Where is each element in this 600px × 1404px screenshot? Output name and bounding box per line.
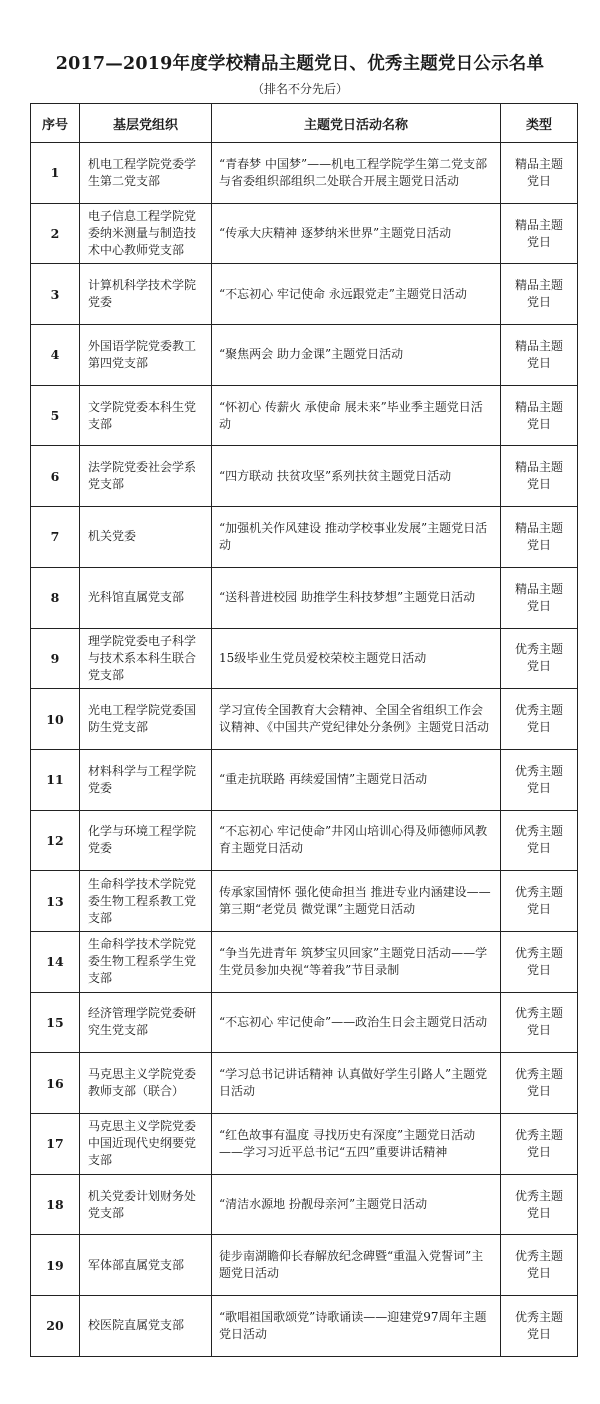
- row-number: 13: [31, 871, 80, 932]
- table-row: [31, 1114, 578, 1175]
- row-organization: 机电工程学院党委学生第二党支部: [80, 143, 212, 204]
- row-type: 精品主题党日: [501, 203, 578, 264]
- row-activity: “歌唱祖国歌颂党”诗歌诵读——迎建党97周年主题党日活动: [212, 1296, 501, 1357]
- row-type: 优秀主题党日: [501, 1114, 578, 1175]
- row-activity: “不忘初心 牢记使命 永远跟党走”主题党日活动: [212, 264, 501, 325]
- row-type: 精品主题党日: [501, 143, 578, 204]
- row-activity: “不忘初心 牢记使命”——政治生日会主题党日活动: [212, 992, 501, 1053]
- row-organization: 理学院党委电子科学与技术系本科生联合党支部: [80, 628, 212, 689]
- row-organization: 马克思主义学院党委教师支部（联合）: [80, 1053, 212, 1114]
- row-type: 优秀主题党日: [501, 749, 578, 810]
- row-type: 优秀主题党日: [501, 931, 578, 992]
- row-organization: 光电工程学院党委国防生党支部: [80, 689, 212, 750]
- list-table: [30, 103, 578, 1357]
- row-organization: 经济管理学院党委研究生党支部: [80, 992, 212, 1053]
- table-row: [31, 1053, 578, 1114]
- table-row: [31, 1174, 578, 1235]
- row-number: 17: [31, 1114, 80, 1175]
- table-row: [31, 992, 578, 1053]
- row-activity: “加强机关作风建设 推动学校事业发展”主题党日活动: [212, 507, 501, 568]
- row-organization: 外国语学院党委教工第四党支部: [80, 325, 212, 386]
- table-row: [31, 203, 578, 264]
- row-organization: 法学院党委社会学系党支部: [80, 446, 212, 507]
- row-organization: 生命科学技术学院党委生物工程系教工党支部: [80, 871, 212, 932]
- row-activity: “争当先进青年 筑梦宝贝回家”主题党日活动——学生党员参加央视“等着我”节目录制: [212, 931, 501, 992]
- row-activity: “清洁水源地 扮靓母亲河”主题党日活动: [212, 1174, 501, 1235]
- row-activity: 学习宣传全国教育大会精神、全国全省组织工作会议精神、《中国共产党纪律处分条例》主题党日活动: [212, 689, 501, 750]
- row-number: 12: [31, 810, 80, 871]
- row-organization: 校医院直属党支部: [80, 1296, 212, 1357]
- row-activity: “青春梦 中国梦”——机电工程学院学生第二党支部与省委组织部组织二处联合开展主题党日活动: [212, 143, 501, 204]
- row-activity: “红色故事有温度 寻找历史有深度”主题党日活动——学习习近平总书记“五四”重要讲话精神: [212, 1114, 501, 1175]
- row-number: 19: [31, 1235, 80, 1296]
- header-cell-number: 序号: [31, 104, 80, 143]
- row-activity: 徒步南湖瞻仰长春解放纪念碑暨“重温入党誓词”主题党日活动: [212, 1235, 501, 1296]
- table-row: [31, 689, 578, 750]
- row-number: 14: [31, 931, 80, 992]
- row-type: 精品主题党日: [501, 325, 578, 386]
- row-activity: “学习总书记讲话精神 认真做好学生引路人”主题党日活动: [212, 1053, 501, 1114]
- header-cell-type: 类型: [501, 104, 578, 143]
- row-organization: 电子信息工程学院党委纳米测量与制造技术中心教师党支部: [80, 203, 212, 264]
- row-number: 16: [31, 1053, 80, 1114]
- row-organization: 军体部直属党支部: [80, 1235, 212, 1296]
- row-number: 10: [31, 689, 80, 750]
- row-type: 优秀主题党日: [501, 1053, 578, 1114]
- row-number: 1: [31, 143, 80, 204]
- table-row: [31, 446, 578, 507]
- row-type: 优秀主题党日: [501, 1235, 578, 1296]
- row-organization: 计算机科学技术学院党委: [80, 264, 212, 325]
- row-number: 2: [31, 203, 80, 264]
- table-row: [31, 143, 578, 204]
- row-type: 精品主题党日: [501, 385, 578, 446]
- row-organization: 材料科学与工程学院党委: [80, 749, 212, 810]
- table-row: [31, 385, 578, 446]
- table-row: [31, 749, 578, 810]
- table-row: [31, 628, 578, 689]
- row-number: 20: [31, 1296, 80, 1357]
- header-cell-activity: 主题党日活动名称: [212, 104, 501, 143]
- row-type: 精品主题党日: [501, 264, 578, 325]
- row-type: 优秀主题党日: [501, 810, 578, 871]
- row-type: 精品主题党日: [501, 567, 578, 628]
- row-type: 优秀主题党日: [501, 628, 578, 689]
- row-number: 9: [31, 628, 80, 689]
- row-number: 11: [31, 749, 80, 810]
- row-number: 3: [31, 264, 80, 325]
- row-organization: 文学院党委本科生党支部: [80, 385, 212, 446]
- row-type: 优秀主题党日: [501, 1296, 578, 1357]
- table-row: [31, 325, 578, 386]
- row-type: 优秀主题党日: [501, 689, 578, 750]
- row-activity: “聚焦两会 助力金课”主题党日活动: [212, 325, 501, 386]
- row-activity: “重走抗联路 再续爱国情”主题党日活动: [212, 749, 501, 810]
- row-number: 6: [31, 446, 80, 507]
- row-type: 精品主题党日: [501, 507, 578, 568]
- table-body: [31, 143, 578, 1357]
- row-number: 7: [31, 507, 80, 568]
- table-row: [31, 264, 578, 325]
- row-type: 精品主题党日: [501, 446, 578, 507]
- table-row: [31, 1296, 578, 1357]
- table-row: [31, 507, 578, 568]
- row-organization: 机关党委: [80, 507, 212, 568]
- table-header-row: [31, 104, 578, 143]
- row-type: 优秀主题党日: [501, 871, 578, 932]
- page-subtitle: （排名不分先后）: [251, 82, 348, 96]
- row-activity: 15级毕业生党员爱校荣校主题党日活动: [212, 628, 501, 689]
- row-organization: 生命科学技术学院党委生物工程系学生党支部: [80, 931, 212, 992]
- row-number: 15: [31, 992, 80, 1053]
- row-organization: 化学与环境工程学院党委: [80, 810, 212, 871]
- row-type: 优秀主题党日: [501, 992, 578, 1053]
- table-row: [31, 810, 578, 871]
- table-row: [31, 931, 578, 992]
- table-row: [31, 871, 578, 932]
- row-activity: “不忘初心 牢记使命”井冈山培训心得及师德师风教育主题党日活动: [212, 810, 501, 871]
- row-organization: 马克思主义学院党委中国近现代史纲要党支部: [80, 1114, 212, 1175]
- row-organization: 机关党委计划财务处党支部: [80, 1174, 212, 1235]
- row-organization: 光科馆直属党支部: [80, 567, 212, 628]
- row-type: 优秀主题党日: [501, 1174, 578, 1235]
- row-activity: 传承家国情怀 强化使命担当 推进专业内涵建设——第三期“老党员 微党课”主题党日活动: [212, 871, 501, 932]
- header-cell-organization: 基层党组织: [80, 104, 212, 143]
- row-activity: “传承大庆精神 逐梦纳米世界”主题党日活动: [212, 203, 501, 264]
- row-number: 18: [31, 1174, 80, 1235]
- table-row: [31, 567, 578, 628]
- row-number: 5: [31, 385, 80, 446]
- row-activity: “怀初心 传薪火 承使命 展未来”毕业季主题党日活动: [212, 385, 501, 446]
- row-number: 4: [31, 325, 80, 386]
- row-activity: “送科普进校园 助推学生科技梦想”主题党日活动: [212, 567, 501, 628]
- table-row: [31, 1235, 578, 1296]
- page-title: 2017—2019年度学校精品主题党日、优秀主题党日公示名单: [55, 54, 545, 74]
- row-activity: “四方联动 扶贫攻坚”系列扶贫主题党日活动: [212, 446, 501, 507]
- row-number: 8: [31, 567, 80, 628]
